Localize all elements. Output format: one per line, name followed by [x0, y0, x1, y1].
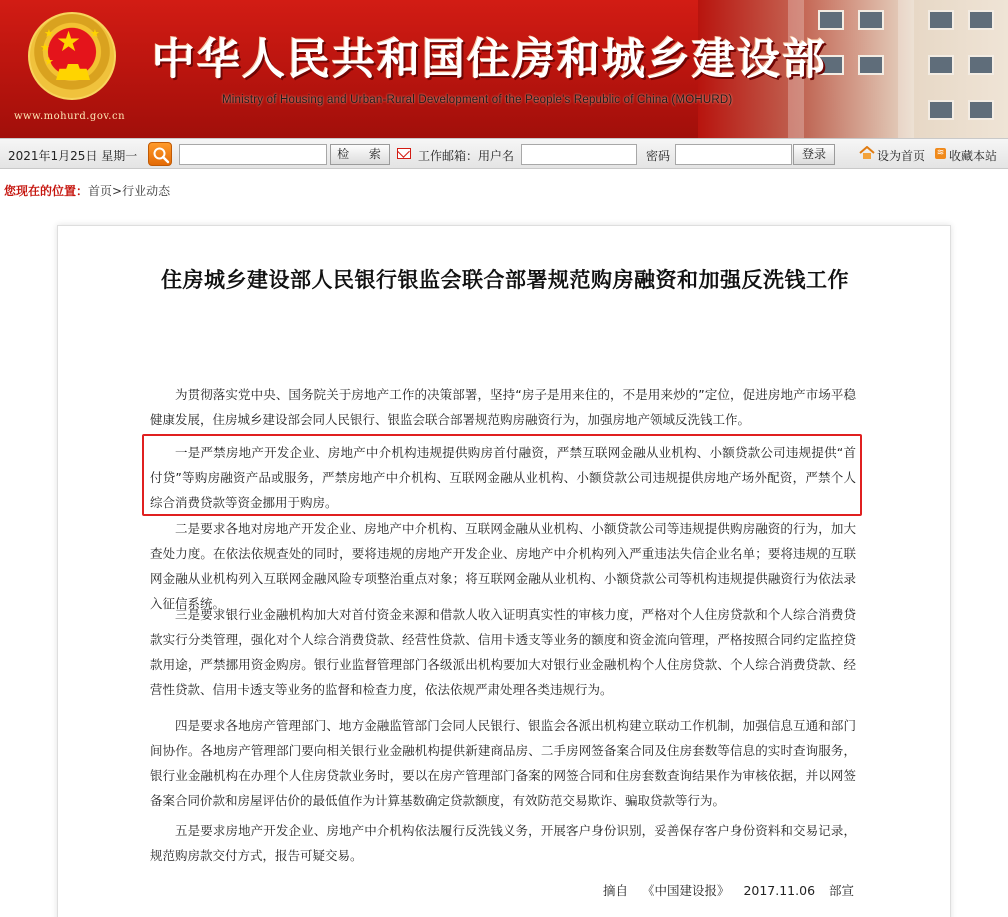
breadcrumb [4, 182, 170, 199]
article-paragraph-6: 五是要求房地产开发企业、房地产中介机构依法履行反洗钱义务，开展客户身份识别，妥善保存客户身份资料和交易记录，规范购房款交付方式，报告可疑交易。 [150, 823, 856, 863]
current-date: 2021年1月25日 星期一 [8, 149, 138, 163]
search-button[interactable]: 检 索 [330, 144, 390, 165]
breadcrumb-current-link[interactable]: 行业动态 [122, 184, 171, 198]
article-paragraph-4: 三是要求银行业金融机构加大对首付资金来源和借款人收入证明真实性的审核力度，严格对个人住房贷款和个人综合消费贷款实行分类管理，强化对个人综合消费贷款、经营性贷款、信用卡透支等业务的额度和资金流向管理，严格按照合同约定监控贷款用途，严禁挪用资金购房。银行业监督管理部门各级派出机构要加大对银行业金融机构个人住房贷款、个人综合消费贷款、经营性贷款、信用卡透支等业务的监督和检查力度，依法依规严肃处理各类违规行为。 [150, 607, 856, 697]
breadcrumb-label: 您现在的位置： [4, 184, 89, 198]
home-icon[interactable] [859, 146, 875, 160]
top-toolbar [0, 138, 1008, 169]
site-subtitle: Ministry of Housing and Urban-Rural Development of the People's Republic of China (MOHURD) [222, 94, 733, 106]
bookmark-link[interactable]: 收藏本站 [949, 149, 998, 163]
mail-icon [397, 148, 411, 159]
set-homepage-link[interactable]: 设为首页 [877, 149, 926, 163]
site-url: www.mohurd.gov.cn [14, 111, 126, 122]
article-title: 住房城乡建设部人民银行银监会联合部署规范购房融资和加强反洗钱工作 [161, 268, 849, 292]
article-paragraph-2: 一是严禁房地产开发企业、房地产中介机构违规提供购房首付融资，严禁互联网金融从业机构、小额贷款公司违规提供“首付贷”等购房融资产品或服务，严禁房地产中介机构、互联网金融从业机构、小额贷款公司违规提供房地产场外配资，严禁个人综合消费贷款等资金挪用于购房。 [150, 445, 856, 510]
site-banner [0, 0, 1008, 138]
password-label: 密码 [646, 149, 671, 163]
article-paragraph-1: 为贯彻落实党中央、国务院关于房地产工作的决策部署，坚持“房子是用来住的，不是用来炒的”定位，促进房地产市场平稳健康发展，住房城乡建设部会同人民银行、银监会联合部署规范购房融资行为，加强房地产领域反洗钱工作。 [150, 387, 856, 427]
bookmark-icon[interactable]: ≋ [936, 148, 945, 158]
article-panel [57, 225, 951, 917]
mail-username-label: 工作邮箱：用户名 [418, 149, 515, 163]
search-icon[interactable] [148, 142, 172, 166]
national-emblem-icon[interactable]: ★ ★ ★ ★ ★ [28, 12, 116, 100]
login-button[interactable]: 登录 [793, 144, 835, 165]
search-input[interactable] [179, 144, 327, 165]
site-title[interactable]: 中华人民共和国住房和城乡建设部 [152, 35, 827, 85]
username-input[interactable] [521, 144, 637, 165]
article-source: 摘自 《中国建设报》 2017.11.06 部宣 [603, 883, 854, 898]
breadcrumb-home-link[interactable]: 首页 [88, 184, 113, 198]
breadcrumb-separator: > [112, 184, 123, 198]
password-input[interactable] [675, 144, 792, 165]
article-paragraph-5: 四是要求各地房产管理部门、地方金融监管部门会同人民银行、银监会各派出机构建立联动工作机制，加强信息互通和部门间协作。各地房产管理部门要向相关银行业金融机构提供新建商品房、二手房网签备案合同及住房套数等信息的实时查询服务，银行业金融机构在办理个人住房贷款业务时，要以在房产管理部门备案的网签合同和住房套数查询结果作为审核依据，并以网签备案合同价款和房屋评估价的最低值作为计算基数确定贷款额度，有效防范交易欺诈、骗取贷款等行为。 [150, 718, 856, 808]
article-paragraph-3: 二是要求各地对房地产开发企业、房地产中介机构、互联网金融从业机构、小额贷款公司等违规提供购房融资的行为，加大查处力度。在依法依规查处的同时，要将违规的房地产开发企业、房地产中介机构列入严重违法失信企业名单；要将违规的互联网金融从业机构列入互联网金融风险专项整治重点对象；将互联网金融从业机构、小额贷款公司等机构违规提供融资行为依法录入征信系统。 [150, 521, 856, 611]
